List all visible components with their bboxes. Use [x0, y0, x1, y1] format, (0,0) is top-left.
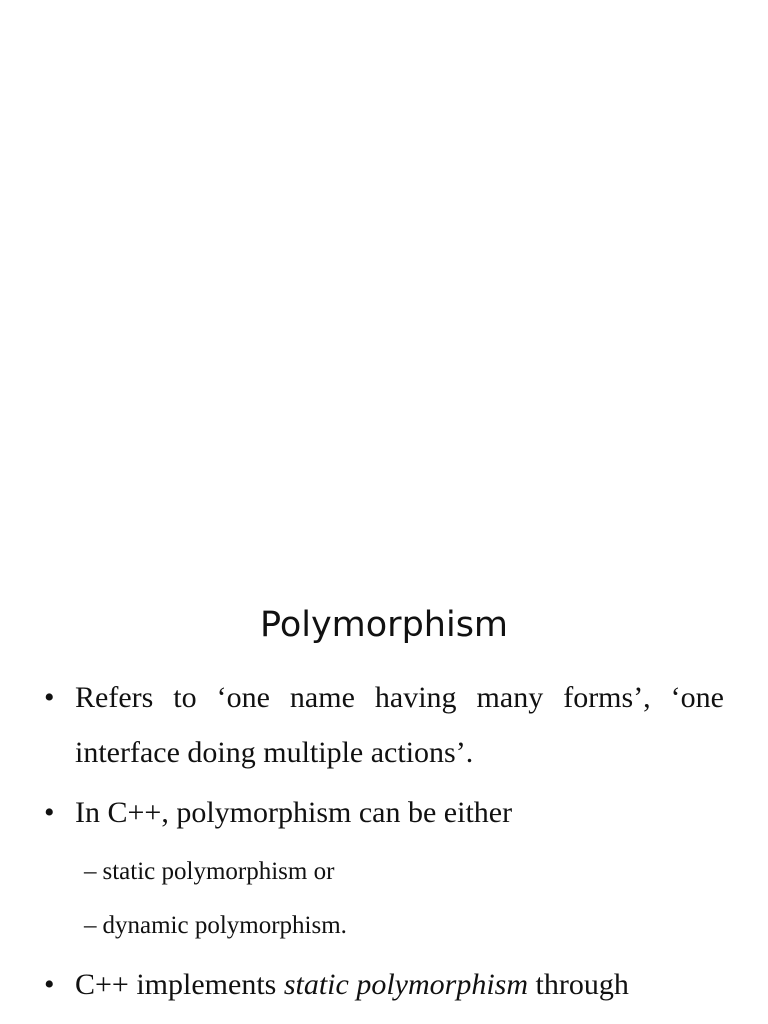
- bullet-list: [44, 670, 724, 1017]
- bullet-item-definition: [44, 670, 724, 780]
- sub-bullet-static: [84, 845, 724, 899]
- bullet-item-cpp-types: [44, 785, 724, 840]
- bullet-text-post: through: [528, 968, 629, 1001]
- sub-bullet-list: [84, 845, 724, 953]
- bullet-item-static-impl: [44, 957, 724, 1012]
- bullet-dot-icon: •: [44, 796, 55, 829]
- bullet-text-emphasis: static polymorphism: [283, 968, 528, 1001]
- slide-title: Polymorphism: [259, 605, 509, 645]
- dash-icon: –: [84, 858, 97, 885]
- bullet-text: [75, 957, 724, 1012]
- sub-bullet-text: dynamic polymorphism.: [102, 912, 347, 939]
- bullet-text: Refers to ‘one name having many forms’, ‘one interface doing multiple actions’.: [75, 681, 724, 769]
- dash-icon: –: [84, 912, 97, 939]
- sub-bullet-text: static polymorphism or: [102, 858, 335, 885]
- bullet-dot-icon: •: [44, 968, 55, 1001]
- bullet-dot-icon: •: [44, 681, 55, 714]
- bullet-text: In C++, polymorphism can be either: [75, 796, 513, 829]
- sub-bullet-dynamic: [84, 899, 724, 953]
- bullet-text-pre: C++ implements: [75, 968, 284, 1001]
